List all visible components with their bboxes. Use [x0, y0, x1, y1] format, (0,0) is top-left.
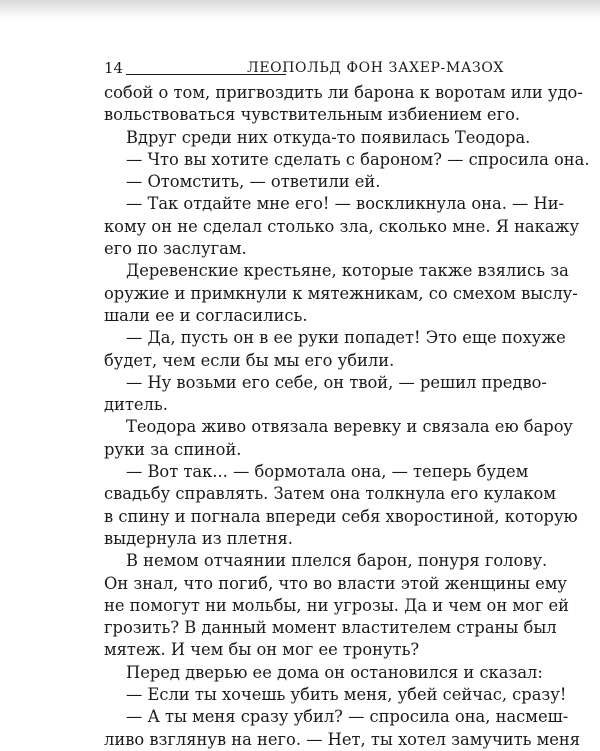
text-line: будет, чем если бы мы его убили. [104, 350, 395, 370]
text-line: — Что вы хотите сделать с бароном? — спросила она. [126, 149, 590, 169]
text-line: выдернула из плетня. [104, 528, 293, 548]
text-line: Перед дверью ее дома он остановился и сказал: [126, 662, 543, 682]
text-line: вольствоваться чувствительным избиением его. [104, 105, 521, 125]
text-line: шали ее и согласились. [104, 305, 308, 325]
text-line: ливо взглянув на него. — Нет, ты хотел замучить меня [104, 729, 581, 749]
text-line: Вдруг среди них откуда-то появилась Теодора. [126, 127, 531, 147]
text-line: дитель. [104, 395, 168, 415]
text-line: — Вот так... — бормотала она, — теперь будем [126, 462, 529, 482]
text-line: кому он не сделал столько зла, сколько мне. Я накажу [104, 216, 580, 236]
text-line: — Отомстить, — ответили ей. [126, 172, 381, 192]
text-line: — А ты меня сразу убил? — спросила она, насмеш- [126, 707, 569, 727]
text-line: — Если ты хочешь убить меня, убей сейчас, сразу! [126, 685, 567, 705]
text-line: — Так отдайте мне его! — воскликнула она. — Ни- [126, 194, 565, 214]
body-text [104, 82, 590, 751]
text-line: собой о том, пригвоздить ли барона к воротам или удо- [104, 83, 583, 102]
text-line: Деревенские крестьяне, которые также взялись за [126, 261, 569, 281]
text-line: — Да, пусть он в ее руки попадет! Это еще похуже [126, 328, 566, 348]
text-line: грозить? В данный момент властителем страны был [104, 618, 557, 638]
text-line: мятеж. И чем бы он мог ее тронуть? [104, 640, 420, 660]
text-line: руки за спиной. [104, 439, 242, 459]
running-title: ЛЕОПОЛЬД ФОН ЗАХЕР-МАЗОХ [247, 60, 504, 76]
text-line: — Ну возьми его себе, он твой, — решил предво- [126, 372, 547, 392]
text-line: в спину и погнала впереди себя хворостиной, которую [104, 506, 578, 526]
text-line: Он знал, что погиб, что во власти этой женщины ему [104, 573, 567, 593]
text-line: оружие и примкнули к мятежникам, со смехом выслу- [104, 283, 578, 303]
text-line: его по заслугам. [104, 239, 247, 259]
text-line: Теодора живо отвязала веревку и связала ею бароy [126, 417, 573, 437]
running-head [104, 58, 504, 78]
text-line: В немом отчаянии плелся барон, понуря голову. [126, 551, 548, 571]
page-number: 14 [104, 59, 124, 77]
text-line: свадьбу справлять. Затем она толкнула его кулаком [104, 484, 556, 504]
text-line: не помогут ни мольбы, ни угрозы. Да и чем он мог ей [104, 595, 570, 615]
